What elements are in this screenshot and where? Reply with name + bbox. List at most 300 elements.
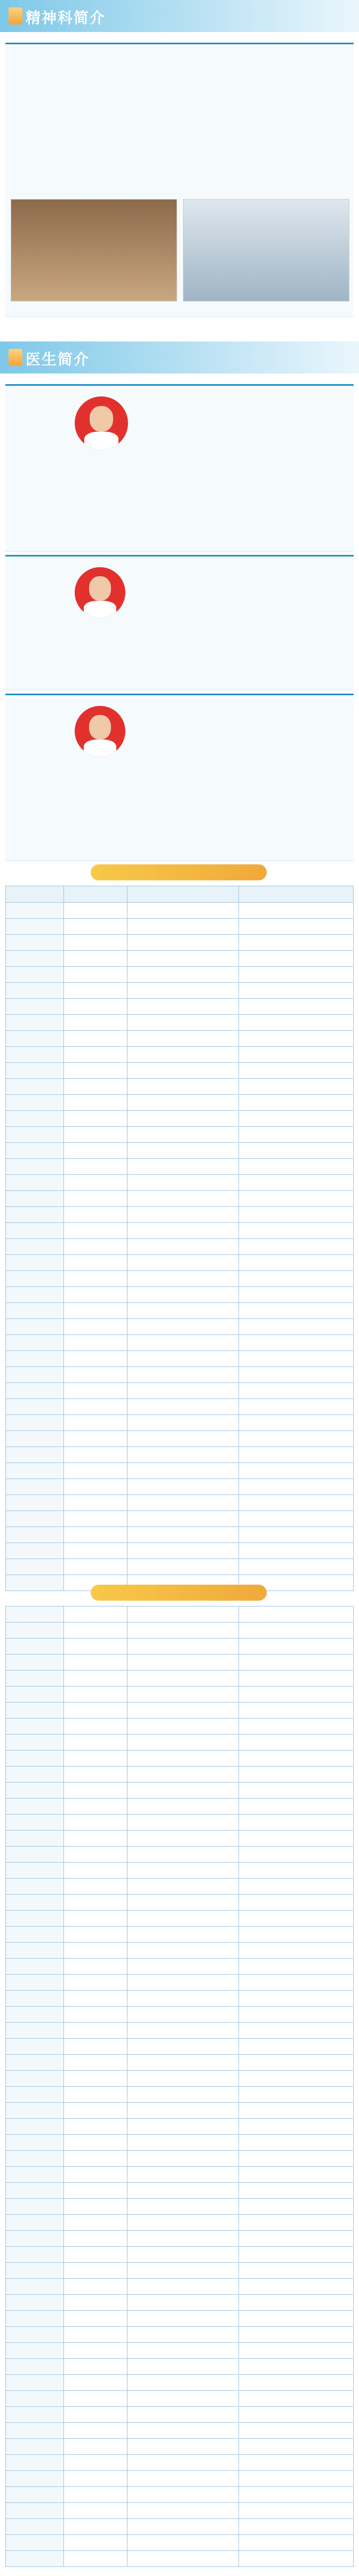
cell-doc xyxy=(64,2151,127,2167)
cell-place xyxy=(239,1303,354,1319)
cell-dept xyxy=(6,2311,64,2327)
cell-dept xyxy=(6,2439,64,2455)
cell-dept xyxy=(6,1687,64,1703)
cell-place xyxy=(239,1719,354,1735)
cell-time xyxy=(127,1671,239,1687)
cell-dept xyxy=(6,1399,64,1415)
cell-time xyxy=(127,1335,239,1351)
cell-time xyxy=(127,2247,239,2263)
table-row xyxy=(6,2231,354,2247)
cell-place xyxy=(239,967,354,983)
cell-dept xyxy=(6,1479,64,1495)
cell-dept xyxy=(6,1847,64,1863)
table-row xyxy=(6,1735,354,1751)
cell-time xyxy=(127,983,239,999)
cell-time xyxy=(127,2183,239,2199)
cell-place xyxy=(239,1191,354,1207)
cell-place xyxy=(239,1975,354,1991)
cell-doc xyxy=(64,1527,127,1543)
cell-time xyxy=(127,2215,239,2231)
doctor-avatar xyxy=(75,567,125,618)
table-row xyxy=(6,2487,354,2503)
cell-dept xyxy=(6,1751,64,1767)
table-row xyxy=(6,1175,354,1191)
cell-doc xyxy=(64,2231,127,2247)
cell-dept xyxy=(6,1975,64,1991)
cell-time xyxy=(127,2391,239,2407)
cell-place xyxy=(239,2039,354,2055)
cell-doc xyxy=(64,1127,127,1143)
cell-doc xyxy=(64,1975,127,1991)
cell-time xyxy=(127,1239,239,1255)
cell-place xyxy=(239,1751,354,1767)
header-place xyxy=(239,886,354,903)
cell-place xyxy=(239,1783,354,1799)
cell-dept xyxy=(6,2487,64,2503)
cell-place xyxy=(239,1607,354,1623)
cell-place xyxy=(239,2167,354,2183)
cell-time xyxy=(127,1063,239,1079)
cell-doc xyxy=(64,1895,127,1911)
cell-place xyxy=(239,2055,354,2071)
cell-doc xyxy=(64,2167,127,2183)
table-row xyxy=(6,2471,354,2487)
cell-place xyxy=(239,1207,354,1223)
cell-place xyxy=(239,1319,354,1335)
cell-doc xyxy=(64,1319,127,1335)
cell-time xyxy=(127,1463,239,1479)
table-row xyxy=(6,1815,354,1831)
cell-doc xyxy=(64,919,127,935)
cell-doc xyxy=(64,1463,127,1479)
cell-time xyxy=(127,1543,239,1559)
cell-dept xyxy=(6,2551,64,2567)
cell-dept xyxy=(6,1191,64,1207)
table-row xyxy=(6,1991,354,2007)
schedule-table xyxy=(5,886,354,1591)
cell-dept xyxy=(6,1239,64,1255)
cell-place xyxy=(239,1639,354,1655)
cell-dept xyxy=(6,2215,64,2231)
table-row xyxy=(6,1719,354,1735)
doctor-card xyxy=(5,384,354,552)
table-row xyxy=(6,1847,354,1863)
cell-dept xyxy=(6,2071,64,2087)
cell-place xyxy=(239,2551,354,2567)
cell-place xyxy=(239,1927,354,1943)
cell-time xyxy=(127,1895,239,1911)
cell-doc xyxy=(64,2519,127,2535)
cell-place xyxy=(239,1623,354,1639)
table-row xyxy=(6,1351,354,1367)
section-banner-intro xyxy=(0,0,359,32)
cell-time xyxy=(127,2551,239,2567)
table-row xyxy=(6,1143,354,1159)
cell-time xyxy=(127,1527,239,1543)
cell-time xyxy=(127,1783,239,1799)
cell-doc xyxy=(64,1991,127,2007)
cell-doc xyxy=(64,2039,127,2055)
table-row xyxy=(6,1863,354,1879)
cell-place xyxy=(239,1543,354,1559)
cell-doc xyxy=(64,1063,127,1079)
table-row xyxy=(6,1223,354,1239)
cell-dept xyxy=(6,1799,64,1815)
cell-place xyxy=(239,2135,354,2151)
table-row xyxy=(6,1095,354,1111)
cell-doc xyxy=(64,951,127,967)
cell-place xyxy=(239,2247,354,2263)
cell-place xyxy=(239,1415,354,1431)
cell-time xyxy=(127,1991,239,2007)
table-row xyxy=(6,1063,354,1079)
cell-time xyxy=(127,1383,239,1399)
cell-dept xyxy=(6,1991,64,2007)
table-row xyxy=(6,1047,354,1063)
cell-dept xyxy=(6,2503,64,2519)
cell-place xyxy=(239,1879,354,1895)
table-row xyxy=(6,2519,354,2535)
cell-time xyxy=(127,1831,239,1847)
cell-time xyxy=(127,2503,239,2519)
cell-dept xyxy=(6,2135,64,2151)
table-row xyxy=(6,1399,354,1415)
cell-doc xyxy=(64,1703,127,1719)
cell-dept xyxy=(6,1863,64,1879)
cell-time xyxy=(127,1863,239,1879)
cell-doc xyxy=(64,1799,127,1815)
cell-time xyxy=(127,2119,239,2135)
cell-time xyxy=(127,2535,239,2551)
cell-dept xyxy=(6,2087,64,2103)
cell-dept xyxy=(6,2247,64,2263)
table-row xyxy=(6,1335,354,1351)
cell-place xyxy=(239,2455,354,2471)
cell-dept xyxy=(6,1111,64,1127)
table-row xyxy=(6,2551,354,2567)
cell-dept xyxy=(6,2199,64,2215)
cell-time xyxy=(127,1719,239,1735)
cell-place xyxy=(239,1495,354,1511)
table-row xyxy=(6,2535,354,2551)
table-row xyxy=(6,1479,354,1495)
cell-place xyxy=(239,1943,354,1959)
table-row xyxy=(6,1255,354,1271)
cell-time xyxy=(127,2279,239,2295)
cell-place xyxy=(239,2087,354,2103)
cell-time xyxy=(127,2007,239,2023)
cell-time xyxy=(127,1911,239,1927)
table-row xyxy=(6,2151,354,2167)
cell-doc xyxy=(64,2471,127,2487)
table-row xyxy=(6,1783,354,1799)
cell-doc xyxy=(64,1879,127,1895)
table-row xyxy=(6,1111,354,1127)
cell-time xyxy=(127,2359,239,2375)
cell-doc xyxy=(64,2279,127,2295)
cell-dept xyxy=(6,1495,64,1511)
cell-dept xyxy=(6,1223,64,1239)
schedule-bar xyxy=(91,864,267,880)
cell-time xyxy=(127,1607,239,1623)
table-row xyxy=(6,2279,354,2295)
cell-doc xyxy=(64,1175,127,1191)
cell-doc xyxy=(64,2487,127,2503)
cell-dept xyxy=(6,2519,64,2535)
cell-place xyxy=(239,1479,354,1495)
cell-doc xyxy=(64,1511,127,1527)
doctor-avatar xyxy=(75,396,128,450)
table-row xyxy=(6,1511,354,1527)
cell-time xyxy=(127,2231,239,2247)
table-row xyxy=(6,951,354,967)
cell-doc xyxy=(64,2503,127,2519)
cell-doc xyxy=(64,2023,127,2039)
cell-dept xyxy=(6,903,64,919)
cell-dept xyxy=(6,1175,64,1191)
cell-doc xyxy=(64,2535,127,2551)
cell-dept xyxy=(6,1735,64,1751)
cell-doc xyxy=(64,2135,127,2151)
table-row xyxy=(6,1207,354,1223)
table-row xyxy=(6,2503,354,2519)
section-title: 医生简介 xyxy=(26,351,90,368)
table-row xyxy=(6,2295,354,2311)
cell-dept xyxy=(6,2039,64,2055)
cell-time xyxy=(127,1927,239,1943)
cell-place xyxy=(239,1831,354,1847)
cell-dept xyxy=(6,1543,64,1559)
cell-doc xyxy=(64,1399,127,1415)
table-row xyxy=(6,2247,354,2263)
cell-doc xyxy=(64,1447,127,1463)
cell-dept xyxy=(6,1511,64,1527)
cell-place xyxy=(239,1511,354,1527)
cell-place xyxy=(239,2471,354,2487)
cell-place xyxy=(239,1351,354,1367)
cell-dept xyxy=(6,2375,64,2391)
cell-place xyxy=(239,903,354,919)
cell-doc xyxy=(64,1767,127,1783)
cell-place xyxy=(239,1671,354,1687)
cell-place xyxy=(239,1431,354,1447)
cell-dept xyxy=(6,1943,64,1959)
cell-time xyxy=(127,1639,239,1655)
cell-doc xyxy=(64,1783,127,1799)
cell-dept xyxy=(6,2327,64,2343)
cell-time xyxy=(127,1015,239,1031)
cell-time xyxy=(127,1351,239,1367)
table-row xyxy=(6,967,354,983)
cell-dept xyxy=(6,1383,64,1399)
cell-doc xyxy=(64,1111,127,1127)
cell-place xyxy=(239,1223,354,1239)
table-row xyxy=(6,1191,354,1207)
cell-doc xyxy=(64,983,127,999)
cell-doc xyxy=(64,1655,127,1671)
cell-place xyxy=(239,1383,354,1399)
table-row xyxy=(6,1879,354,1895)
cell-time xyxy=(127,1127,239,1143)
cell-place xyxy=(239,2231,354,2247)
cell-dept xyxy=(6,2279,64,2295)
cell-place xyxy=(239,1047,354,1063)
cell-doc xyxy=(64,2391,127,2407)
cell-dept xyxy=(6,2103,64,2119)
cell-doc xyxy=(64,1639,127,1655)
header-time xyxy=(127,886,239,903)
cell-dept xyxy=(6,1895,64,1911)
cell-place xyxy=(239,1111,354,1127)
cell-place xyxy=(239,1143,354,1159)
cell-doc xyxy=(64,2407,127,2423)
cell-dept xyxy=(6,1927,64,1943)
cell-time xyxy=(127,2263,239,2279)
cell-dept xyxy=(6,2407,64,2423)
cell-doc xyxy=(64,2311,127,2327)
cell-dept xyxy=(6,1671,64,1687)
table-row xyxy=(6,1607,354,1623)
cell-place xyxy=(239,1127,354,1143)
cell-time xyxy=(127,1191,239,1207)
cell-time xyxy=(127,1511,239,1527)
table-row xyxy=(6,2087,354,2103)
cell-time xyxy=(127,1415,239,1431)
cell-dept xyxy=(6,1143,64,1159)
cell-doc xyxy=(64,1671,127,1687)
cell-place xyxy=(239,1095,354,1111)
cell-doc xyxy=(64,1623,127,1639)
cell-time xyxy=(127,2071,239,2087)
cell-time xyxy=(127,951,239,967)
cell-doc xyxy=(64,2327,127,2343)
cell-dept xyxy=(6,2023,64,2039)
cell-dept xyxy=(6,2231,64,2247)
cell-time xyxy=(127,2343,239,2359)
cell-dept xyxy=(6,1959,64,1975)
cell-time xyxy=(127,1223,239,1239)
cell-doc xyxy=(64,1847,127,1863)
cell-time xyxy=(127,999,239,1015)
cell-time xyxy=(127,1479,239,1495)
cell-doc xyxy=(64,2007,127,2023)
table-row xyxy=(6,1959,354,1975)
cell-time xyxy=(127,2039,239,2055)
cell-time xyxy=(127,2103,239,2119)
banner-mark-icon xyxy=(9,349,22,366)
cell-doc xyxy=(64,1479,127,1495)
cell-doc xyxy=(64,1735,127,1751)
cell-doc xyxy=(64,967,127,983)
cell-doc xyxy=(64,2375,127,2391)
cell-time xyxy=(127,2439,239,2455)
table-row xyxy=(6,903,354,919)
cell-place xyxy=(239,1735,354,1751)
cell-time xyxy=(127,1815,239,1831)
cell-time xyxy=(127,1751,239,1767)
cell-doc xyxy=(64,1031,127,1047)
cell-place xyxy=(239,2071,354,2087)
cell-dept xyxy=(6,1879,64,1895)
cell-time xyxy=(127,2519,239,2535)
cell-doc xyxy=(64,1207,127,1223)
cell-place xyxy=(239,2423,354,2439)
cell-dept xyxy=(6,2183,64,2199)
cell-doc xyxy=(64,1015,127,1031)
cell-time xyxy=(127,1879,239,1895)
cell-doc xyxy=(64,1607,127,1623)
table-row xyxy=(6,1015,354,1031)
cell-time xyxy=(127,2375,239,2391)
cell-place xyxy=(239,2279,354,2295)
table-row xyxy=(6,1927,354,1943)
cell-dept xyxy=(6,1655,64,1671)
intro-card xyxy=(5,43,354,317)
cell-dept xyxy=(6,2359,64,2375)
table-row xyxy=(6,2215,354,2231)
table-row xyxy=(6,1271,354,1287)
cell-dept xyxy=(6,967,64,983)
table-row xyxy=(6,2423,354,2439)
table-row xyxy=(6,2119,354,2135)
table-row xyxy=(6,1831,354,1847)
cell-doc xyxy=(64,2295,127,2311)
table-row xyxy=(6,2359,354,2375)
cell-time xyxy=(127,1303,239,1319)
cell-doc xyxy=(64,1047,127,1063)
cell-doc xyxy=(64,2071,127,2087)
cell-place xyxy=(239,983,354,999)
table-row xyxy=(6,935,354,951)
cell-dept xyxy=(6,1607,64,1623)
cell-doc xyxy=(64,1239,127,1255)
table-row xyxy=(6,2439,354,2455)
cell-place xyxy=(239,2391,354,2407)
cell-place xyxy=(239,2535,354,2551)
cell-time xyxy=(127,1271,239,1287)
cell-time xyxy=(127,1031,239,1047)
department-room-photo xyxy=(183,199,349,301)
cell-place xyxy=(239,2359,354,2375)
table-row xyxy=(6,1639,354,1655)
cell-time xyxy=(127,2199,239,2215)
cell-dept xyxy=(6,1351,64,1367)
cell-place xyxy=(239,1527,354,1543)
cell-dept xyxy=(6,1319,64,1335)
cell-dept xyxy=(6,983,64,999)
cell-place xyxy=(239,1447,354,1463)
cell-dept xyxy=(6,2167,64,2183)
section-banner-doctors xyxy=(0,341,359,373)
cell-doc xyxy=(64,2455,127,2471)
cell-time xyxy=(127,2167,239,2183)
cell-doc xyxy=(64,2103,127,2119)
table-row xyxy=(6,1031,354,1047)
cell-place xyxy=(239,2151,354,2167)
header-dept xyxy=(6,886,64,903)
cell-dept xyxy=(6,1831,64,1847)
cell-place xyxy=(239,1895,354,1911)
cell-doc xyxy=(64,1143,127,1159)
banner-mark-icon xyxy=(9,7,22,25)
cell-dept xyxy=(6,1335,64,1351)
cell-time xyxy=(127,2311,239,2327)
cell-time xyxy=(127,2407,239,2423)
cell-doc xyxy=(64,1095,127,1111)
cell-dept xyxy=(6,2535,64,2551)
cell-doc xyxy=(64,1495,127,1511)
table-row xyxy=(6,2039,354,2055)
